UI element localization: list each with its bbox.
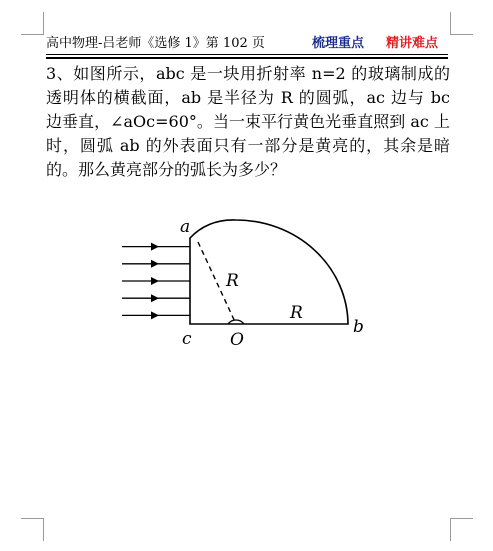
problem-text: 3、如图所示，abc 是一块用折射率 n=2 的玻璃制成的透明体的横截面，ab 是半径为 R 的圆弧，ac 边与 bc 边垂直，∠aOc=60°。当一束平行黄色光垂直照到 ac 上时，圆弧 ab 的外表面只有一部分是黄亮的，其余是暗的。那么黄亮部分的弧长为多少？ (46, 64, 450, 179)
page-header (46, 35, 448, 52)
figure-svg (118, 214, 368, 354)
crop-mark-top-right (450, 12, 473, 35)
label-a: a (180, 217, 191, 237)
header-tag-review: 梳理重点 (312, 36, 365, 51)
glass-cross-section-figure (118, 214, 368, 354)
crop-mark-top-left (21, 12, 44, 35)
header-rule-thick (46, 57, 448, 59)
glass-outline (190, 220, 348, 324)
header-tag-difficulty: 精讲难点 (386, 36, 439, 51)
crop-mark-bottom-right (450, 518, 473, 541)
label-b: b (353, 317, 364, 337)
crop-mark-bottom-left (21, 518, 44, 541)
ray-arrowhead (151, 294, 159, 302)
ray-arrowhead (151, 243, 159, 251)
incident-rays (122, 243, 190, 320)
ray-arrowhead (151, 260, 159, 268)
label-o: O (230, 330, 244, 350)
ray-arrowhead (151, 311, 159, 319)
label-r-slant: R (226, 271, 239, 291)
header-rule-thin (46, 54, 448, 55)
label-r-base: R (290, 303, 303, 323)
label-c: c (182, 329, 192, 349)
header-title: 高中物理-吕老师《选修 1》第 102 页 (46, 36, 265, 51)
ray-arrowhead (151, 277, 159, 285)
